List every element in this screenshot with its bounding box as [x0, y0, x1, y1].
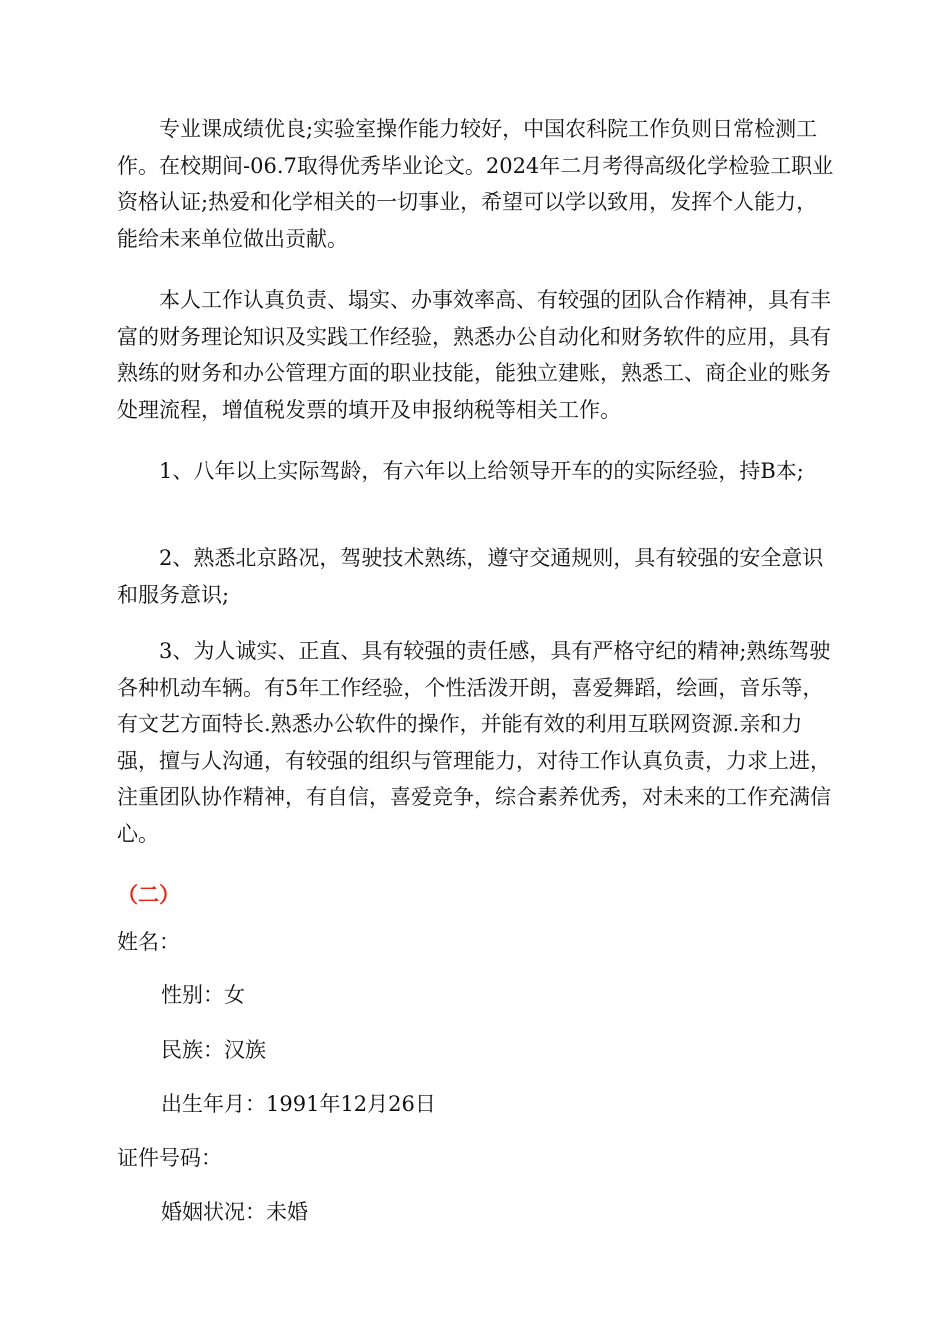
field-ethnicity: 民族：汉族: [161, 1038, 266, 1062]
field-gender: 性别：女: [161, 983, 245, 1007]
paragraph-work-attitude: 本人工作认真负责、塌实、办事效率高、有较强的团队合作精神，具有丰富的财务理论知识及实践工作经验，熟悉办公自动化和财务软件的应用，具有熟练的财务和办公管理方面的职业技能，能独立建账，熟悉工、商企业的账务处理流程，增值税发票的填开及申报纳税等相关工作。: [117, 288, 831, 422]
field-birth-date: 出生年月：1991年12月26日: [161, 1092, 436, 1116]
field-id-number: 证件号码：: [117, 1146, 222, 1170]
field-marital-status: 婚姻状况：未婚: [161, 1200, 308, 1224]
field-name: 姓名：: [117, 930, 180, 954]
paragraph-driving-experience: 1、八年以上实际驾龄，有六年以上给领导开车的的实际经验，持B本;: [159, 459, 804, 483]
paragraph-personality: 3、为人诚实、正直、具有较强的责任感，具有严格守纪的精神;熟练驾驶各种机动车辆。有5年工作经验，个性活泼开朗，喜爱舞蹈，绘画，音乐等，有文艺方面特长.熟悉办公软件的操作，并能有效的利用互联网资源.亲和力强，擅与人沟通，有较强的组织与管理能力，对待工作认真负责，力求上进，注重团队协作精神，有自信，喜爱竞争，综合素养优秀，对未来的工作充满信心。: [117, 639, 831, 846]
section-heading: （二）: [117, 883, 180, 907]
paragraph-education: 专业课成绩优良;实验室操作能力较好，中国农科院工作负则日常检测工作。在校期间-06.7取得优秀毕业论文。2024年二月考得高级化学检验工职业资格认证;热爱和化学相关的一切事业，希望可以学以致用，发挥个人能力，能给未来单位做出贡献。: [117, 117, 834, 251]
paragraph-road-knowledge: 2、熟悉北京路况，驾驶技术熟练，遵守交通规则，具有较强的安全意识和服务意识;: [117, 546, 824, 607]
